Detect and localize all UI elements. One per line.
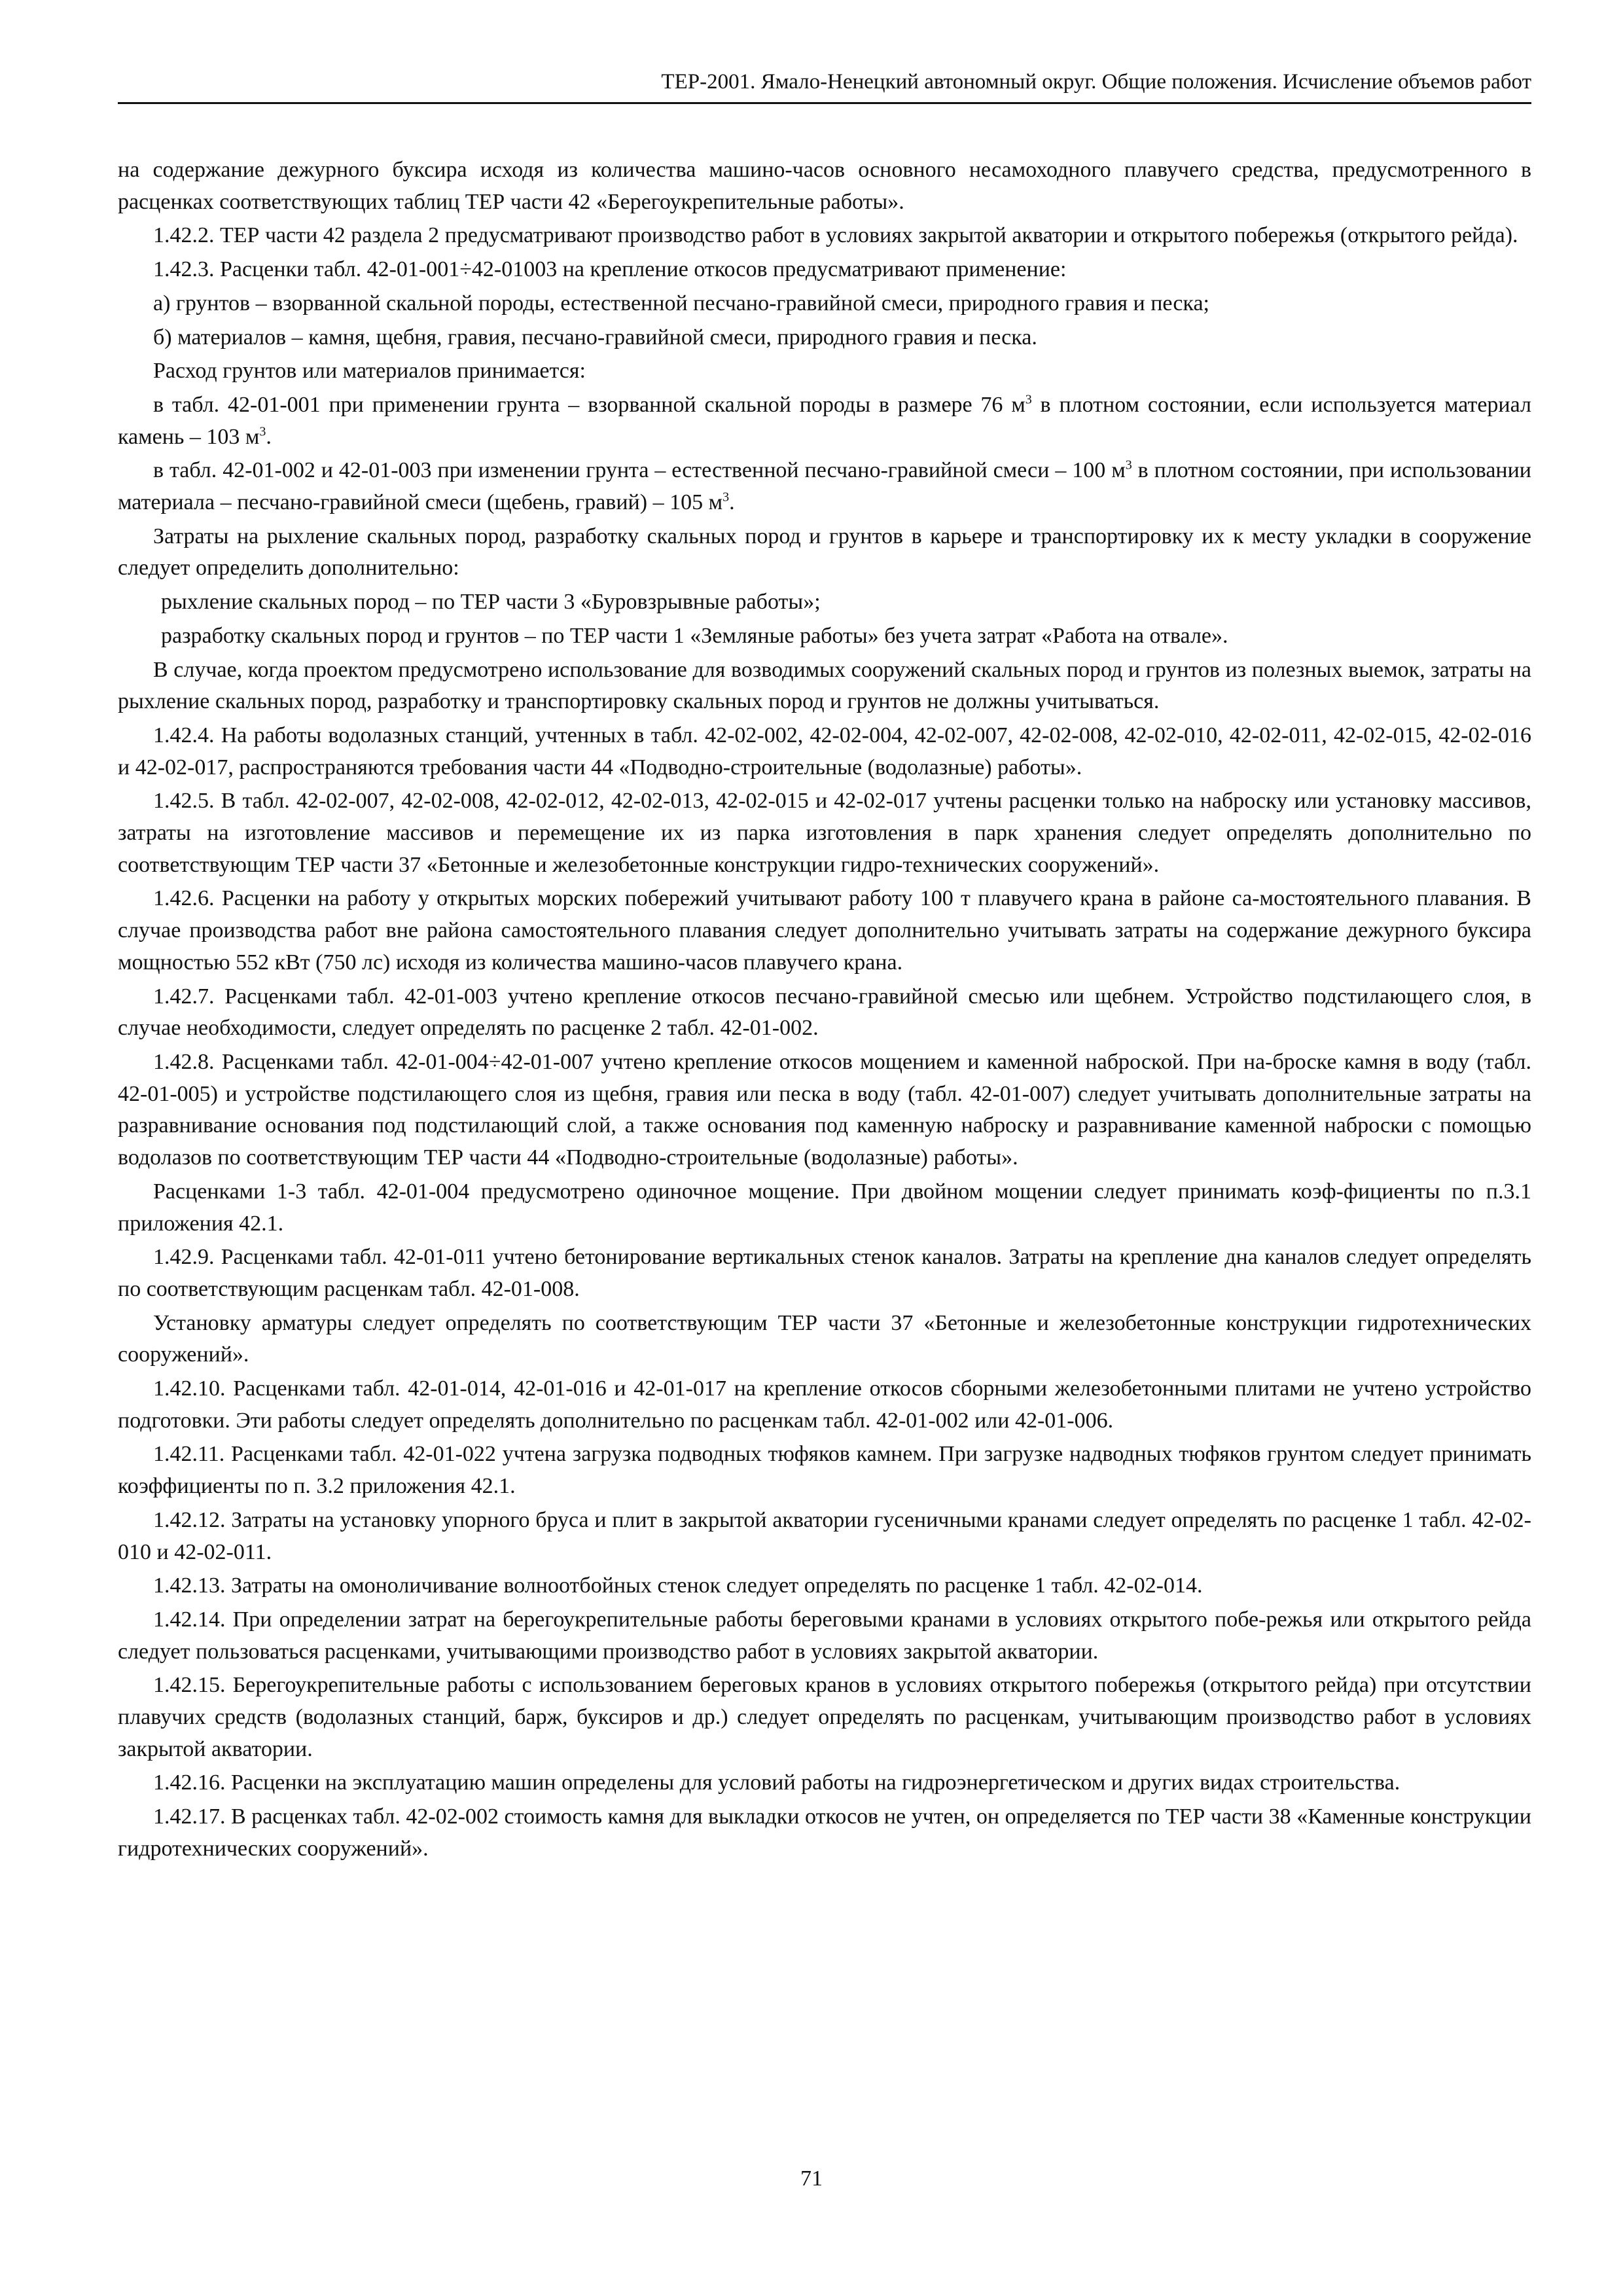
paragraph-1-42-3: 1.42.3. Расценки табл. 42-01-001÷42-01003 на крепление откосов предусматривают применение: bbox=[153, 257, 1067, 282]
paragraph-1-42-12: 1.42.12. Затраты на установку упорного бруса и плит в закрытой акватории гусеничными кранами следует определять по расценке 1 табл. 42-02-010 и 42-02-011. bbox=[118, 1507, 1531, 1564]
paragraph-paving: Расценками 1-3 табл. 42-01-004 предусмотрено одиночное мощение. При двойном мощении следует принимать коэф-фициенты по п.3.1 приложения 42.1. bbox=[118, 1179, 1531, 1236]
paragraph-1-42-2: 1.42.2. ТЕР части 42 раздела 2 предусматривают производство работ в условиях закрытой акватории и открытого побережья (открытого рейда). bbox=[153, 223, 1518, 248]
paragraph-1-42-15: 1.42.15. Берегоукрепительные работы с использованием береговых кранов в условиях открытого побережья (открытого рейда) при отсутствии плавучих средств (водолазных станций, барж, буксиров и др.) следует определять по расценкам, учитывающим производство работ в условиях закрытой акватории. bbox=[118, 1673, 1531, 1761]
paragraph-1-42-10: 1.42.10. Расценками табл. 42-01-014, 42-01-016 и 42-01-017 на крепление откосов сборными железобетонными плитами не учтено устройство подготовки. Эти работы следует определять дополнительно по расценкам табл. 42-01-002 или 42-01-006. bbox=[118, 1376, 1531, 1433]
text-run: . bbox=[266, 424, 272, 449]
text-run: в табл. 42-01-002 и 42-01-003 при изменении грунта – естественной песчано-гравийной смеси – 100 м bbox=[153, 458, 1126, 483]
paragraph-1-42-11: 1.42.11. Расценками табл. 42-01-022 учтена загрузка подводных тюфяков камнем. При загрузке надводных тюфяков грунтом следует принимать коэффициенты по п. 3.2 приложения 42.1. bbox=[118, 1442, 1531, 1499]
paragraph-1-42-7: 1.42.7. Расценками табл. 42-01-003 учтено крепление откосов песчано-гравийной смесью или щебнем. Устройство подстилающего слоя, в случае необходимости, следует определять по расценке 2 табл. 42-01-002. bbox=[118, 984, 1531, 1041]
paragraph-1-42-6: 1.42.6. Расценки на работу у открытых морских побережий учитывают работу 100 т плавучего крана в районе са-мостоятельного плавания. В случае производства работ вне района самостоятельного плавания следует дополнительно учитывать затраты на содержание дежурного буксира мощностью 552 кВт (750 лс) исходя из количества машино-часов плавучего крана. bbox=[118, 886, 1531, 975]
list-item-loosening: рыхление скальных пород – по ТЕР части 3 «Буровзрывные работы»; bbox=[161, 590, 821, 615]
paragraph-1-42-4: 1.42.4. На работы водолазных станций, учтенных в табл. 42-02-002, 42-02-004, 42-02-007, 42-02-008, 42-02-010, 42-02-011, 42-02-015, 42-02-016 и 42-02-017, распространяются требования части 44 «Подводно-строительные (водолазные) работы». bbox=[118, 723, 1531, 780]
paragraph-1-42-16: 1.42.16. Расценки на эксплуатацию машин определены для условий работы на гидроэнергетическом и других видах строительства. bbox=[153, 1770, 1400, 1795]
superscript: 3 bbox=[722, 490, 730, 505]
text-run: в плотном состоянии, если используется материал камень – 103 м bbox=[118, 392, 1531, 449]
paragraph-1-42-8: 1.42.8. Расценками табл. 42-01-004÷42-01-007 учтено крепление откосов мощением и каменной наброской. При на-броске камня в воду (табл. 42-01-005) и устройстве подстилающего слоя из щебня, гравия или песка в воду (табл. 42-01-007) следует учитывать дополнительные затраты на разравнивание основания под подстилающий слой, а также основания под каменную наброску и разравнивание каменной наброски с помощью водолазов по соответствующим ТЕР части 44 «Подводно-строительные (водолазные) работы». bbox=[118, 1049, 1531, 1170]
list-item-a: а) грунтов – взорванной скальной породы, естественной песчано-гравийной смеси, природного гравия и песка; bbox=[153, 291, 1209, 315]
paragraph-1-42-9: 1.42.9. Расценками табл. 42-01-011 учтено бетонирование вертикальных стенок каналов. Затраты на крепление дна каналов следует определять по соответствующим расценкам табл. 42-01-008. bbox=[118, 1245, 1531, 1301]
paragraph-1-42-14: 1.42.14. При определении затрат на берегоукрепительные работы береговыми кранами в условиях открытого побе-режья или открытого рейда следует пользоваться расценками, учитывающими производство работ в условиях закрытой акватории. bbox=[118, 1607, 1531, 1664]
list-item-b: б) материалов – камня, щебня, гравия, песчано-гравийной смеси, природного гравия и песка. bbox=[153, 325, 1037, 350]
paragraph-1-42-17: 1.42.17. В расценках табл. 42-02-002 стоимость камня для выкладки откосов не учтен, он определяется по ТЕР части 38 «Каменные конструкции гидротехнических сооружений». bbox=[118, 1804, 1531, 1861]
list-item-excavation: разработку скальных пород и грунтов – по ТЕР части 1 «Земляные работы» без учета затрат «Работа на отвале». bbox=[161, 623, 1228, 648]
running-header: ТЕР-2001. Ямало-Ненецкий автономный округ. Общие положения. Исчисление объемов работ bbox=[118, 65, 1531, 104]
paragraph-additional-costs: Затраты на рыхление скальных пород, разработку скальных пород и грунтов в карьере и транспортировку их к месту укладки в сооружение следует определить дополнительно: bbox=[118, 524, 1531, 581]
page-number: 71 bbox=[800, 2166, 823, 2191]
paragraph-consumption: Расход грунтов или материалов принимается: bbox=[153, 359, 586, 384]
document-body bbox=[118, 154, 1531, 1867]
paragraph-useful-excavations: В случае, когда проектом предусмотрено использование для возводимых сооружений скальных пород и грунтов из полезных выемок, затраты на рыхление скальных пород, разработку и транспортировку скальных пород и грунтов не должны учитываться. bbox=[118, 657, 1531, 714]
paragraph-table-42-01-002 bbox=[118, 455, 1531, 518]
paragraph-table-42-01-001 bbox=[118, 389, 1531, 453]
superscript: 3 bbox=[1025, 392, 1032, 407]
superscript: 3 bbox=[1125, 458, 1132, 473]
paragraph-reinforcement: Установку арматуры следует определять по соответствующим ТЕР части 37 «Бетонные и железобетонные конструкции гидротехнических сооружений». bbox=[118, 1310, 1531, 1367]
text-run: в плотном состоянии, при использовании материала – песчано-гравийной смеси (щебень, гравий) – 105 м bbox=[118, 458, 1531, 515]
text-run: . bbox=[729, 490, 735, 515]
paragraph-1-42-13: 1.42.13. Затраты на омоноличивание волноотбойных стенок следует определять по расценке 1 табл. 42-02-014. bbox=[153, 1573, 1203, 1598]
paragraph-1-42-5: 1.42.5. В табл. 42-02-007, 42-02-008, 42-02-012, 42-02-013, 42-02-015 и 42-02-017 учтены расценки только на наброску или установку массивов, затраты на изготовление массивов и перемещение их из парка изготовления в парк хранения следует определять дополнительно по соответствующим ТЕР части 37 «Бетонные и железобетонные конструкции гидро-технических сооружений». bbox=[118, 789, 1531, 877]
superscript: 3 bbox=[259, 424, 266, 439]
paragraph-continuation: на содержание дежурного буксира исходя из количества машино-часов основного несамоходного плавучего средства, предусмотренного в расценках соответствующих таблиц ТЕР части 42 «Берегоукрепительные работы». bbox=[118, 158, 1531, 214]
text-run: в табл. 42-01-001 при применении грунта – взорванной скальной породы в размере 76 м bbox=[153, 392, 1026, 417]
